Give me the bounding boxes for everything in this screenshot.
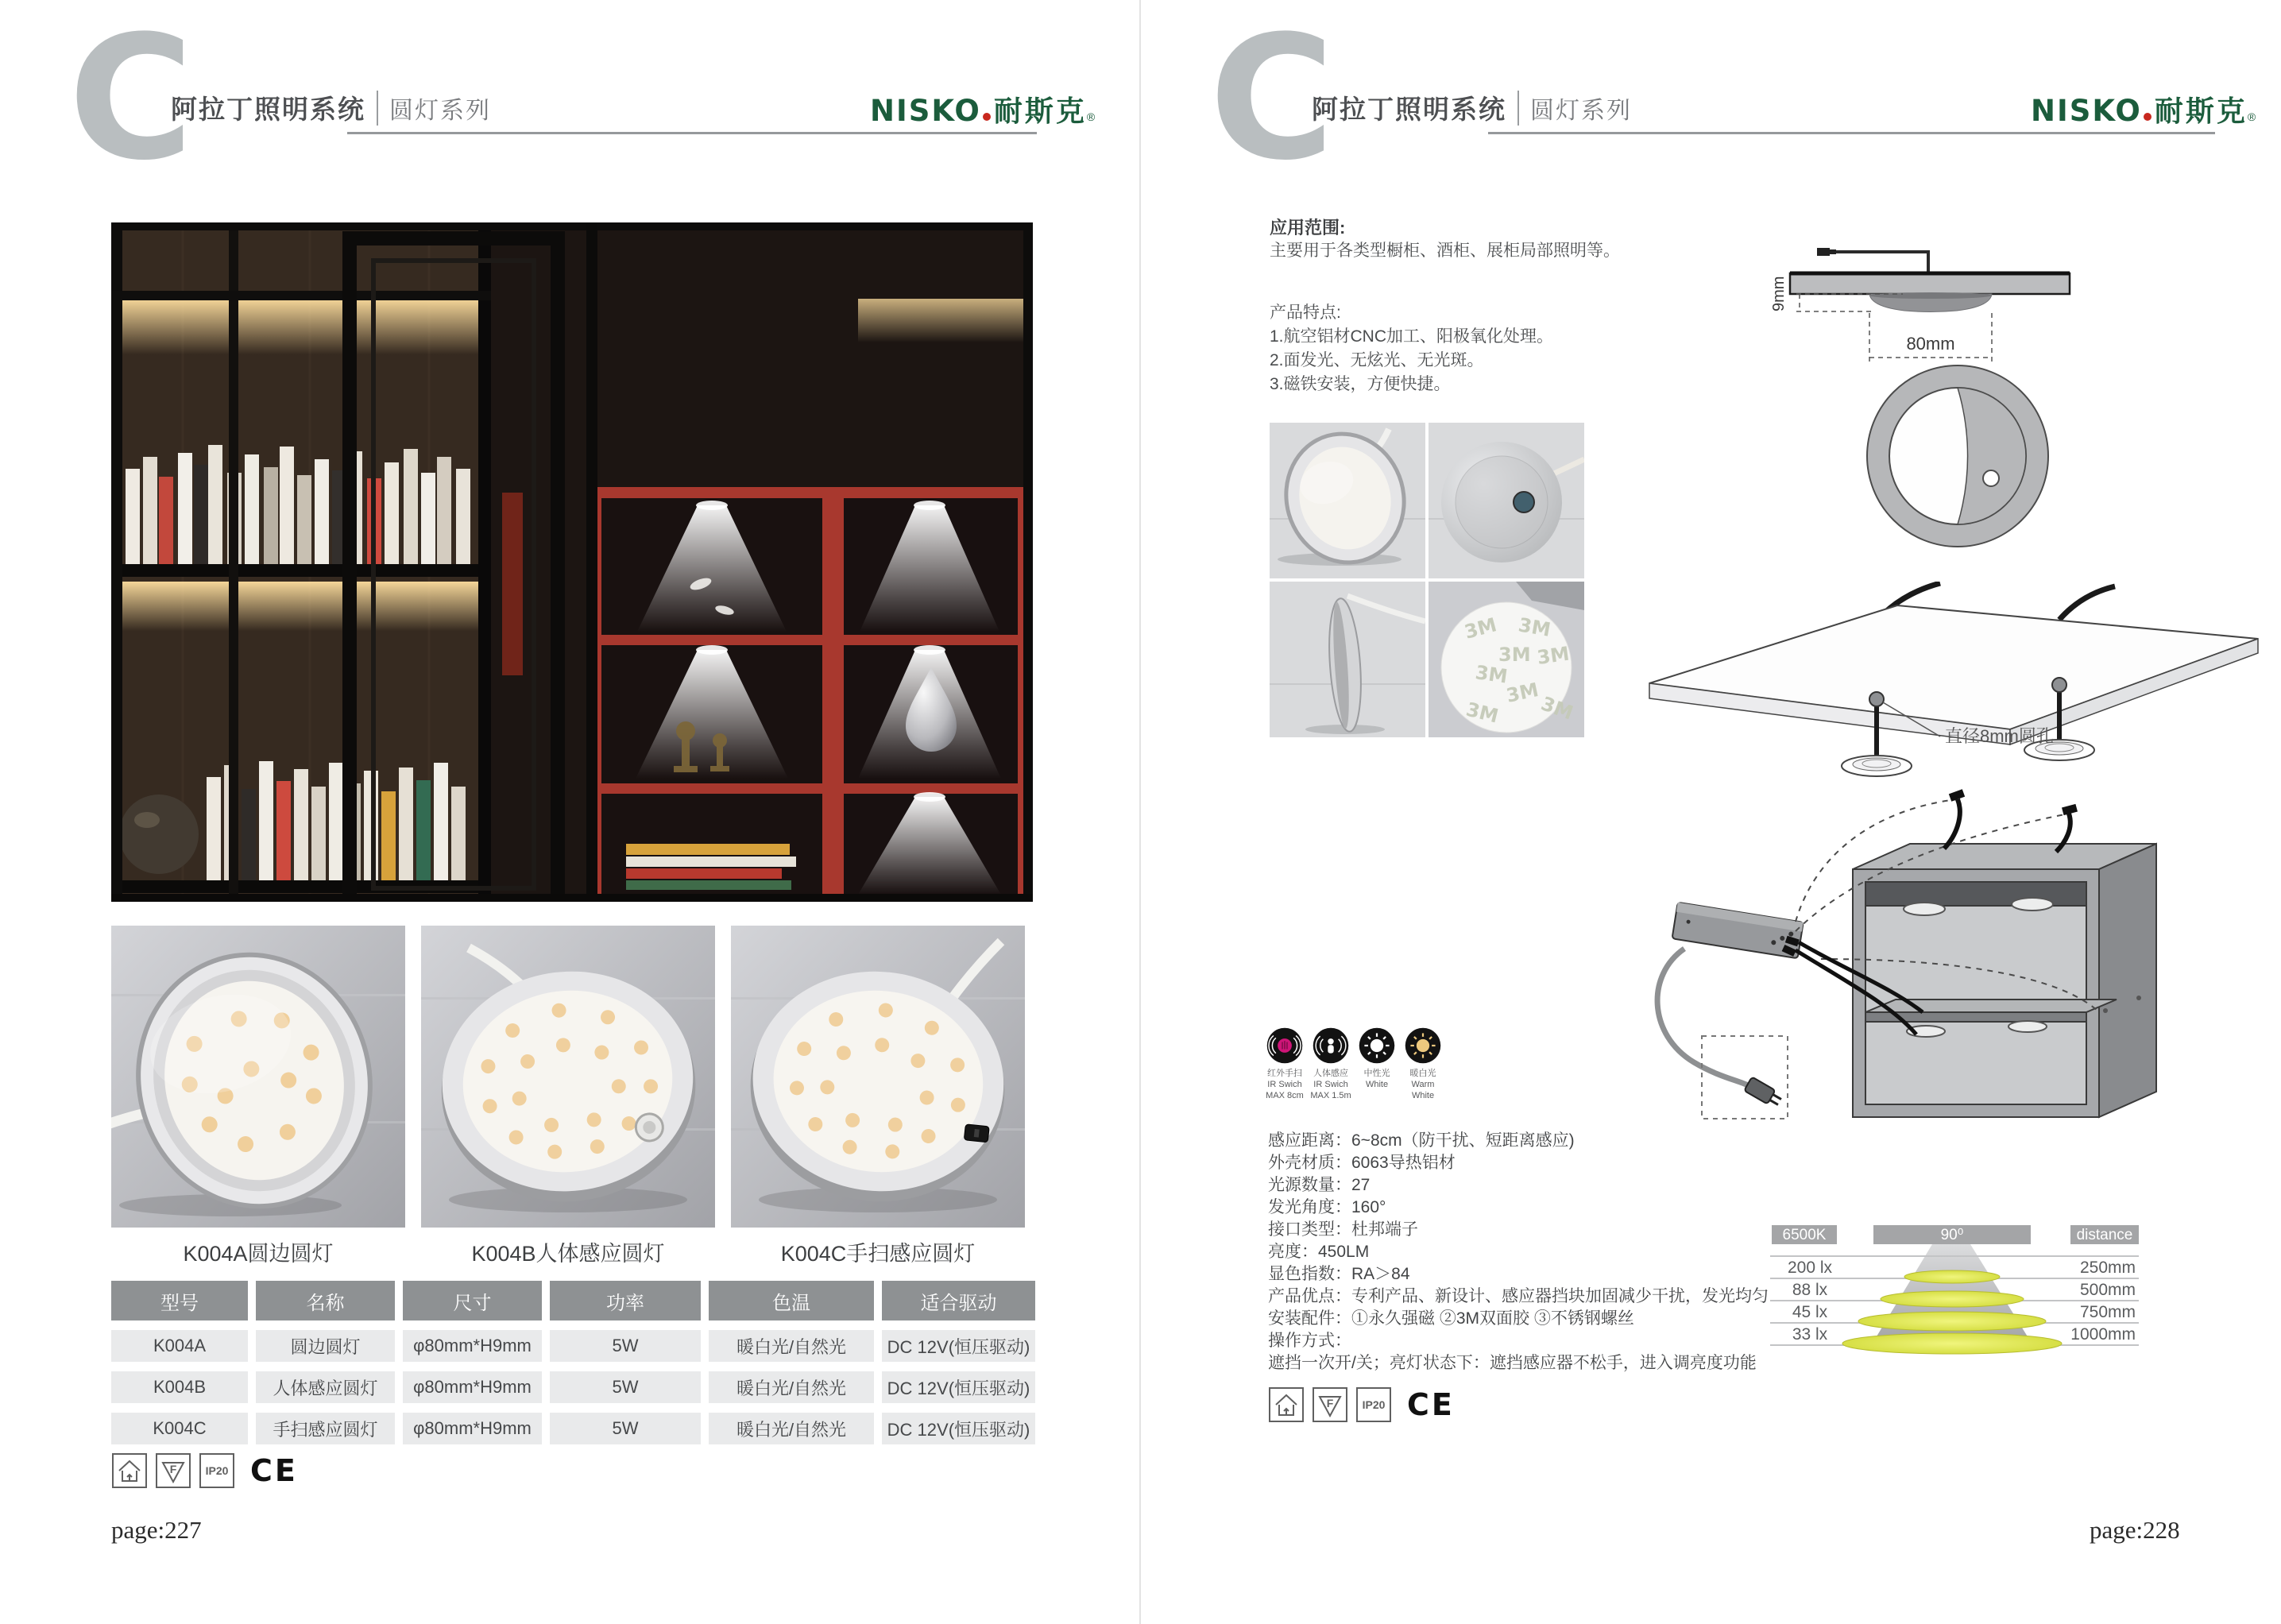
spec-line: 安装配件：①永久强磁 ②3M双面胶 ③不锈钢螺丝	[1268, 1309, 1634, 1328]
page-title-main: 阿拉丁照明系统	[1312, 95, 1506, 124]
spec-table-header	[111, 1281, 1035, 1320]
ce-mark-icon: CE	[250, 1453, 298, 1488]
page-title	[171, 89, 491, 126]
caption-k004a: K004A圆边圆灯	[183, 1242, 334, 1266]
page-title-series: 圆灯系列	[377, 91, 491, 126]
application-body: 主要用于各类型橱柜、酒柜、展柜局部照明等。	[1270, 242, 1620, 260]
mode-icons-row	[1262, 1027, 1446, 1101]
cell: 5W	[550, 1413, 701, 1444]
height-dimension-label: 9mm	[1770, 276, 1788, 311]
power-plug	[1744, 1077, 1784, 1108]
puck-light	[2012, 898, 2053, 911]
feature-item: 1.航空铝材CNC加工、阳极氧化处理。	[1270, 327, 1554, 346]
product-photo-k004c	[731, 926, 1025, 1232]
screw-hole	[1983, 470, 1999, 486]
spec-line: 显色指数：RA＞84	[1268, 1265, 1410, 1283]
cell: 5W	[550, 1371, 701, 1403]
page-number-right: page:228	[2090, 1516, 2180, 1544]
svg-text:500mm: 500mm	[2079, 1281, 2136, 1299]
lifestyle-photo	[111, 222, 1033, 906]
ir-hand-sweep-icon	[1266, 1027, 1303, 1064]
brand-logo-dot-icon	[2144, 113, 2151, 121]
cell: DC 12V(恒压驱动)	[882, 1371, 1035, 1403]
col-header: 适合驱动	[882, 1281, 1035, 1320]
svg-text:3M: 3M	[1463, 698, 1501, 728]
svg-text:1000mm: 1000mm	[2070, 1325, 2136, 1344]
svg-text:200 lx: 200 lx	[1787, 1259, 1833, 1277]
caption-k004c: K004C手扫感应圆灯	[780, 1242, 976, 1266]
cable-hole	[1514, 492, 1534, 512]
table-row	[111, 1413, 1035, 1444]
cell: 暖白光/自然光	[709, 1330, 874, 1362]
cell: 暖白光/自然光	[709, 1413, 874, 1444]
cabinet-wiring-diagram	[1583, 772, 2167, 1150]
header-rule	[347, 132, 1037, 134]
brand-logo-registered: ®	[1086, 110, 1096, 123]
svg-text:750mm: 750mm	[2079, 1303, 2136, 1321]
cell: DC 12V(恒压驱动)	[882, 1330, 1035, 1362]
spec-line: 产品优点：专利产品、新设计、感应器挡块加固减少干扰，发光均匀	[1268, 1287, 1769, 1305]
svg-text:F: F	[1326, 1397, 1334, 1409]
photometric-chart	[1762, 1214, 2159, 1377]
svg-text:3M: 3M	[1535, 642, 1572, 669]
brand-logo-cn: 耐斯克	[993, 95, 1087, 127]
brand-logo	[870, 89, 1095, 130]
brand-logo-cn: 耐斯克	[2154, 95, 2248, 127]
page-title	[1312, 89, 1632, 126]
svg-text:IP20: IP20	[205, 1464, 229, 1477]
puck-light	[1904, 903, 1945, 915]
brand-logo	[2031, 89, 2256, 130]
spec-line: 接口类型：杜邦端子	[1268, 1220, 1418, 1239]
spec-line: 外壳材质：6063导热铝材	[1268, 1154, 1456, 1172]
f-class-icon	[155, 1452, 191, 1489]
brand-logo-latin: NISKO	[870, 94, 981, 128]
spec-line: 发光角度：160°	[1268, 1198, 1386, 1216]
spec-line: 感应距离：6~8cm（防干扰、短距离感应)	[1268, 1131, 1575, 1150]
cell: 暖白光/自然光	[709, 1371, 874, 1403]
photo-3m-adhesive	[1429, 582, 1584, 737]
color-temp-chip: 6500K	[1782, 1227, 1827, 1243]
f-class-icon	[1312, 1386, 1348, 1423]
spec-table	[111, 1281, 1035, 1444]
power-cord	[1657, 949, 1748, 1085]
feature-item: 3.磁铁安装，方便快捷。	[1270, 375, 1451, 393]
photo-side-view	[1270, 582, 1425, 737]
spec-line: 亮度：450LM	[1268, 1243, 1370, 1261]
cell: K004B	[111, 1371, 248, 1403]
caption-k004b: K004B人体感应圆灯	[471, 1242, 665, 1266]
features-heading: 产品特点:	[1270, 304, 1341, 322]
mode-white-light: 中性光 White	[1354, 1027, 1400, 1101]
col-header: 功率	[550, 1281, 701, 1320]
width-dimension-label: 80mm	[1906, 334, 1955, 354]
cell: 人体感应圆灯	[256, 1371, 395, 1403]
page-divider	[1139, 0, 1141, 1624]
col-header: 色温	[709, 1281, 874, 1320]
page-title-main: 阿拉丁照明系统	[171, 95, 365, 124]
ce-mark-icon: CE	[1407, 1387, 1455, 1422]
spec-line: 操作方式：	[1268, 1332, 1351, 1350]
product-captions	[111, 1236, 1025, 1267]
cell: 圆边圆灯	[256, 1330, 395, 1362]
puck-light	[2008, 1021, 2047, 1032]
svg-text:33 lx: 33 lx	[1792, 1325, 1828, 1344]
beam-angle-chip: 90⁰	[1940, 1227, 1964, 1243]
section-letter: C	[68, 0, 194, 198]
feature-item: 2.面发光、无炫光、无光斑。	[1270, 351, 1484, 369]
section-letter: C	[1209, 0, 1335, 198]
specs-block	[1268, 1130, 1769, 1375]
certification-row	[1268, 1386, 1455, 1423]
cell: K004C	[111, 1413, 248, 1444]
ip20-icon	[1355, 1386, 1392, 1423]
header-rule	[1488, 132, 2215, 134]
indoor-use-icon	[111, 1452, 148, 1489]
stacked-books	[626, 844, 796, 890]
mode-ir-body: 人体感应 IR Swich MAX 1.5m	[1308, 1027, 1354, 1101]
cell: φ80mm*H9mm	[403, 1371, 542, 1403]
spec-line: 遮挡一次开/关；亮灯状态下：遮挡感应器不松手，进入调亮度功能	[1268, 1354, 1757, 1372]
cell: K004A	[111, 1330, 248, 1362]
svg-text:250mm: 250mm	[2079, 1259, 2136, 1277]
svg-text:3M: 3M	[1462, 613, 1499, 644]
col-header: 尺寸	[403, 1281, 542, 1320]
mode-warm-white: 暖白光 Warm White	[1400, 1027, 1446, 1101]
ir-body-sensor-icon	[1313, 1027, 1349, 1064]
svg-text:3M: 3M	[1504, 679, 1541, 707]
application-heading: 应用范围:	[1270, 218, 1346, 238]
brand-logo-dot-icon	[983, 113, 991, 121]
svg-text:3M: 3M	[1537, 692, 1576, 725]
ip20-icon	[199, 1452, 235, 1489]
ring-top-view	[1858, 359, 2058, 563]
col-header: 名称	[256, 1281, 395, 1320]
spec-line: 光源数量：27	[1268, 1176, 1371, 1194]
cell: DC 12V(恒压驱动)	[882, 1413, 1035, 1444]
product-photo-k004a	[111, 926, 405, 1232]
distance-chip: distance	[2076, 1227, 2133, 1243]
drill-hole-diagram	[1630, 582, 2279, 788]
cell: φ80mm*H9mm	[403, 1330, 542, 1362]
wall-outlet-outline	[1702, 1036, 1788, 1119]
indoor-use-icon	[1268, 1386, 1305, 1423]
table-row	[111, 1371, 1035, 1403]
page-title-series: 圆灯系列	[1517, 91, 1632, 126]
cell: 5W	[550, 1330, 701, 1362]
brand-logo-registered: ®	[2247, 110, 2256, 123]
warm-white-icon	[1405, 1027, 1441, 1064]
hole-diameter-label: 直径8mm圆孔	[1945, 726, 2054, 746]
white-light-icon	[1359, 1027, 1395, 1064]
svg-text:45 lx: 45 lx	[1792, 1303, 1828, 1321]
table-row	[111, 1330, 1035, 1362]
svg-text:88 lx: 88 lx	[1792, 1281, 1828, 1299]
svg-text:IP20: IP20	[1362, 1398, 1386, 1411]
photo-front-view	[1270, 423, 1425, 578]
detail-photo-grid	[1270, 423, 1584, 737]
cell: 手扫感应圆灯	[256, 1413, 395, 1444]
mode-ir-hand: 红外手扫 IR Swich MAX 8cm	[1262, 1027, 1308, 1101]
application-block	[1270, 215, 1620, 396]
certification-row	[111, 1452, 298, 1489]
svg-text:3M: 3M	[1498, 644, 1531, 666]
photo-back-view	[1429, 423, 1584, 578]
svg-text:3M: 3M	[1474, 661, 1510, 688]
brand-logo-latin: NISKO	[2031, 94, 2142, 128]
page-number-left: page:227	[111, 1516, 202, 1544]
svg-text:3M: 3M	[1516, 613, 1552, 641]
svg-text:F: F	[169, 1463, 177, 1475]
col-header: 型号	[111, 1281, 248, 1320]
cell: φ80mm*H9mm	[403, 1413, 542, 1444]
product-photo-k004b	[421, 926, 715, 1232]
